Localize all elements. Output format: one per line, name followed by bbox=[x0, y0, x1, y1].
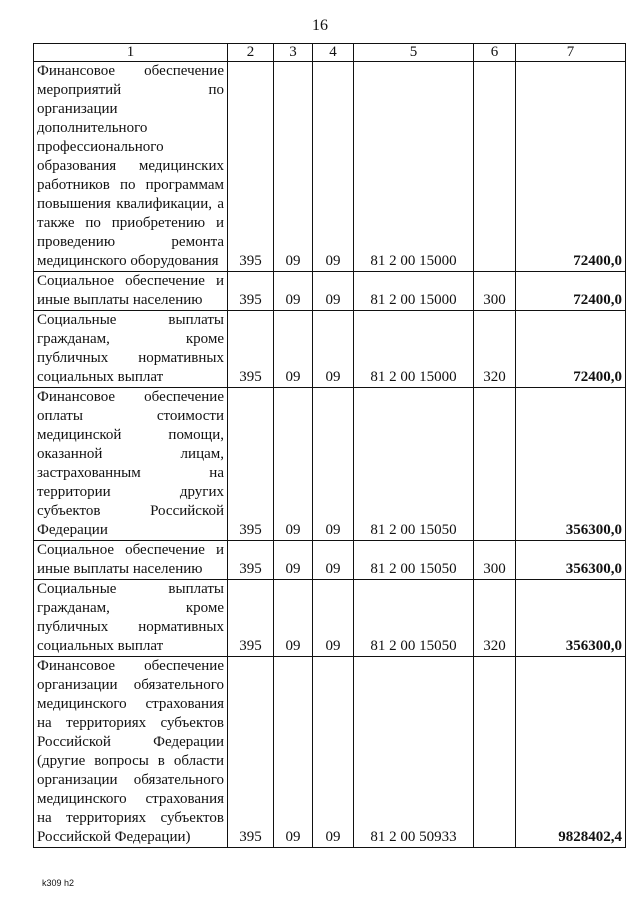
header-cell: 1 bbox=[34, 44, 228, 62]
expense-name-cell: Социальное обеспечение и иные выплаты населению bbox=[34, 541, 228, 580]
amount-cell: 356300,0 bbox=[516, 388, 626, 541]
subsection-code-cell: 09 bbox=[313, 62, 354, 272]
target-item-code-cell: 81 2 00 15050 bbox=[354, 541, 474, 580]
ministry-code-cell: 395 bbox=[228, 657, 274, 848]
subsection-code-cell: 09 bbox=[313, 311, 354, 388]
table-row bbox=[34, 541, 626, 580]
expense-type-code-cell bbox=[474, 62, 516, 272]
target-item-code-cell: 81 2 00 15050 bbox=[354, 388, 474, 541]
target-item-code-cell: 81 2 00 15000 bbox=[354, 272, 474, 311]
page-number: 16 bbox=[312, 17, 328, 34]
expense-type-code-cell bbox=[474, 657, 516, 848]
document-code: k309 h2 bbox=[42, 878, 75, 888]
expense-name-cell: Финансовое обеспечение организации обязательного медицинского страхования на территориях субъектов Российской Федерации (другие вопросы в области организации обязательного медицинского страхования на территориях субъектов Российской Федерации) bbox=[34, 657, 228, 848]
expense-name-cell: Финансовое обеспечение оплаты стоимости медицинской помощи, оказанной лицам, застрахованным на территории других субъектов Российской Федерации bbox=[34, 388, 228, 541]
expense-type-code-cell: 300 bbox=[474, 272, 516, 311]
subsection-code-cell: 09 bbox=[313, 541, 354, 580]
subsection-code-cell: 09 bbox=[313, 272, 354, 311]
expense-type-code-cell: 320 bbox=[474, 311, 516, 388]
header-cell: 4 bbox=[313, 44, 354, 62]
section-code-cell: 09 bbox=[274, 541, 313, 580]
expense-type-code-cell: 300 bbox=[474, 541, 516, 580]
table-row bbox=[34, 388, 626, 541]
amount-cell: 9828402,4 bbox=[516, 657, 626, 848]
header-cell: 3 bbox=[274, 44, 313, 62]
ministry-code-cell: 395 bbox=[228, 62, 274, 272]
section-code-cell: 09 bbox=[274, 272, 313, 311]
subsection-code-cell: 09 bbox=[313, 388, 354, 541]
ministry-code-cell: 395 bbox=[228, 541, 274, 580]
target-item-code-cell: 81 2 00 15000 bbox=[354, 62, 474, 272]
amount-cell: 356300,0 bbox=[516, 541, 626, 580]
ministry-code-cell: 395 bbox=[228, 388, 274, 541]
header-cell: 7 bbox=[516, 44, 626, 62]
ministry-code-cell: 395 bbox=[228, 272, 274, 311]
section-code-cell: 09 bbox=[274, 657, 313, 848]
amount-cell: 356300,0 bbox=[516, 580, 626, 657]
target-item-code-cell: 81 2 00 50933 bbox=[354, 657, 474, 848]
subsection-code-cell: 09 bbox=[313, 580, 354, 657]
table-row bbox=[34, 580, 626, 657]
target-item-code-cell: 81 2 00 15050 bbox=[354, 580, 474, 657]
target-item-code-cell: 81 2 00 15000 bbox=[354, 311, 474, 388]
section-code-cell: 09 bbox=[274, 580, 313, 657]
table-header-row bbox=[34, 44, 626, 62]
table-row bbox=[34, 62, 626, 272]
expense-name-cell: Социальные выплаты гражданам, кроме публичных нормативных социальных выплат bbox=[34, 311, 228, 388]
header-cell: 6 bbox=[474, 44, 516, 62]
header-cell: 5 bbox=[354, 44, 474, 62]
expense-name-cell: Финансовое обеспечение мероприятий по организации дополнительного профессионального образования медицинских работников по программам повышения квалификации, а также по приобретению и проведению ремонта медицинского оборудования bbox=[34, 62, 228, 272]
section-code-cell: 09 bbox=[274, 62, 313, 272]
section-code-cell: 09 bbox=[274, 388, 313, 541]
table-row bbox=[34, 272, 626, 311]
amount-cell: 72400,0 bbox=[516, 62, 626, 272]
table-row bbox=[34, 657, 626, 848]
subsection-code-cell: 09 bbox=[313, 657, 354, 848]
amount-cell: 72400,0 bbox=[516, 272, 626, 311]
amount-cell: 72400,0 bbox=[516, 311, 626, 388]
ministry-code-cell: 395 bbox=[228, 580, 274, 657]
table-row bbox=[34, 311, 626, 388]
budget-table bbox=[33, 43, 626, 848]
section-code-cell: 09 bbox=[274, 311, 313, 388]
expense-type-code-cell bbox=[474, 388, 516, 541]
header-cell: 2 bbox=[228, 44, 274, 62]
expense-name-cell: Социальные выплаты гражданам, кроме публичных нормативных социальных выплат bbox=[34, 580, 228, 657]
expense-name-cell: Социальное обеспечение и иные выплаты населению bbox=[34, 272, 228, 311]
expense-type-code-cell: 320 bbox=[474, 580, 516, 657]
ministry-code-cell: 395 bbox=[228, 311, 274, 388]
